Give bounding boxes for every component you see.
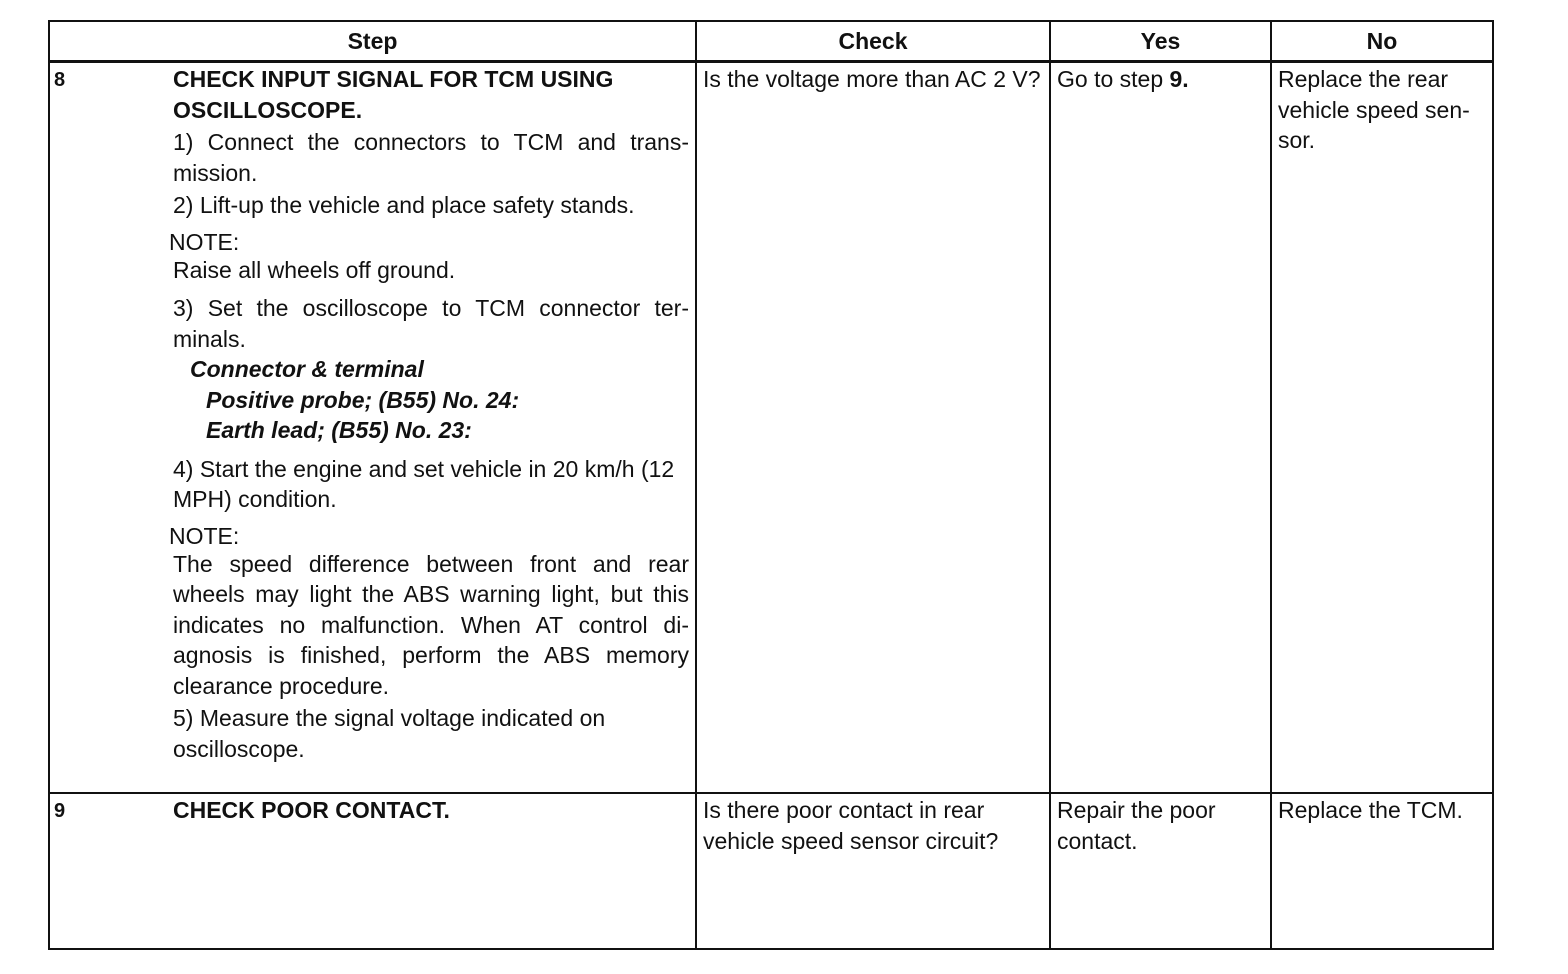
step-cell	[49, 793, 696, 949]
yes-cell	[1050, 62, 1271, 794]
step-instruction: 3) Set the oscilloscope to TCM connector ter-minals.	[173, 295, 689, 352]
table-row	[49, 793, 1493, 949]
no-cell	[1271, 793, 1493, 949]
step-instruction: 1) Connect the connectors to TCM and trans-mission.	[173, 129, 689, 186]
table-row	[49, 62, 1493, 794]
step-number: 9	[54, 800, 66, 822]
check-text: Is there poor contact in rear vehicle speed sensor circuit?	[703, 797, 999, 854]
step-instruction: 5) Measure the signal voltage indicated on oscilloscope.	[173, 705, 606, 762]
no-text: Replace the TCM.	[1278, 797, 1463, 823]
header-row	[49, 21, 1493, 62]
step-number: 8	[54, 69, 66, 91]
header-yes: Yes	[1050, 21, 1271, 62]
step-instruction: 2) Lift-up the vehicle and place safety stands.	[173, 192, 635, 218]
step-title: CHECK INPUT SIGNAL FOR TCM USING OSCILLOSCOPE.	[173, 66, 614, 123]
yes-text	[1051, 63, 1270, 95]
step-cell	[49, 62, 696, 794]
note-label: NOTE:	[169, 228, 240, 255]
check-cell	[696, 793, 1050, 949]
yes-prefix: Go to step	[1057, 66, 1170, 92]
yes-text: Repair the poor contact.	[1057, 797, 1216, 854]
note-text: The speed difference between front and rear wheels may light the ABS warning light, but this indicates no malfunction. When AT control di-agnosis is finished, perform the ABS memory clearance procedure.	[173, 550, 689, 699]
note-text: Raise all wheels off ground.	[173, 256, 456, 283]
diagnostic-table	[48, 20, 1494, 950]
header-no: No	[1271, 21, 1493, 62]
spec-line: Earth lead; (B55) No. 23:	[206, 417, 472, 443]
yes-cell	[1050, 793, 1271, 949]
spec-line: Positive probe; (B55) No. 24:	[206, 386, 520, 413]
check-cell	[696, 62, 1050, 794]
header-step: Step	[49, 21, 696, 62]
no-text: Replace the rear vehicle speed sen-sor.	[1278, 66, 1470, 153]
note-label: NOTE:	[169, 522, 240, 549]
header-check: Check	[696, 21, 1050, 62]
step-instruction: 4) Start the engine and set vehicle in 20 km/h (12 MPH) condition.	[173, 455, 675, 512]
check-text: Is the voltage more than AC 2 V?	[703, 66, 1041, 92]
spec-title: Connector & terminal	[190, 356, 424, 382]
no-cell	[1271, 62, 1493, 794]
yes-step-ref: 9.	[1169, 66, 1189, 92]
step-title: CHECK POOR CONTACT.	[173, 797, 450, 823]
